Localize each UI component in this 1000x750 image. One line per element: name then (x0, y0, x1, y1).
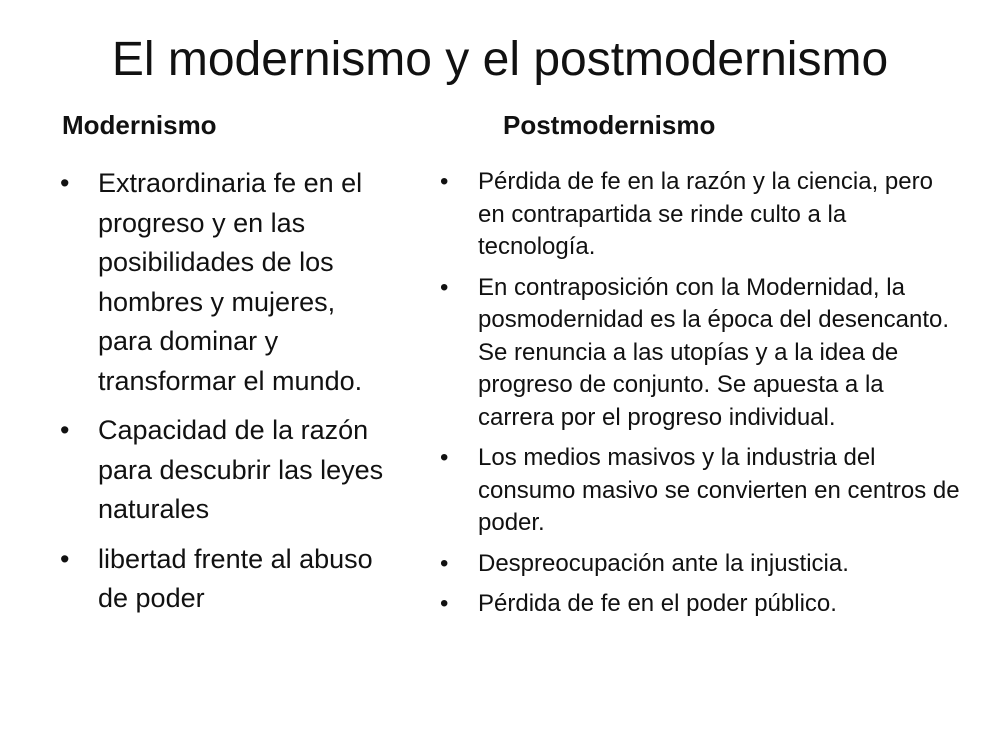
list-item-text: Pérdida de fe en el poder público. (478, 590, 837, 617)
bullet-icon: • (440, 590, 449, 617)
list-item (60, 540, 390, 619)
list-item-text: Pérdida de fe en la razón y la ciencia, pero en contrapartida se rinde culto a la tecnología. (478, 168, 933, 260)
list-item (440, 442, 960, 540)
list-item (60, 411, 390, 530)
list-item (440, 166, 960, 264)
bullet-icon: • (440, 273, 449, 301)
modernismo-heading: Modernismo (62, 110, 217, 140)
modernismo-list (60, 164, 390, 629)
list-item (440, 588, 960, 621)
list-item-text: En contraposición con la Modernidad, la posmodernidad es la época del desencanto. Se renuncia a las utopías y a la idea de progreso de conjunto. Se apuesta a la carrera por el progreso individual. (478, 273, 949, 431)
bullet-icon: • (60, 415, 70, 445)
bullet-icon: • (60, 543, 70, 574)
list-item-text: Los medios masivos y la industria del consumo masivo se convierten en centros de poder. (478, 444, 960, 536)
bullet-icon: • (440, 444, 449, 471)
list-item-text: Despreocupación ante la injusticia. (478, 549, 849, 577)
list-item (440, 548, 960, 581)
list-item-text: Extraordinaria fe en el progreso y en las posibilidades de los hombres y mujeres, para dominar y transformar el mundo. (98, 168, 363, 396)
list-item (440, 272, 960, 435)
list-item-text: libertad frente al abuso de poder (98, 543, 373, 613)
bullet-icon: • (440, 168, 449, 195)
postmodernismo-list (440, 166, 960, 629)
bullet-icon: • (60, 168, 70, 198)
list-item (60, 164, 390, 401)
list-item-text: Capacidad de la razón para descubrir las leyes naturales (98, 415, 384, 524)
bullet-icon: • (440, 549, 449, 577)
slide-title: El modernismo y el postmodernismo (111, 33, 889, 86)
postmodernismo-heading: Postmodernismo (503, 110, 716, 140)
